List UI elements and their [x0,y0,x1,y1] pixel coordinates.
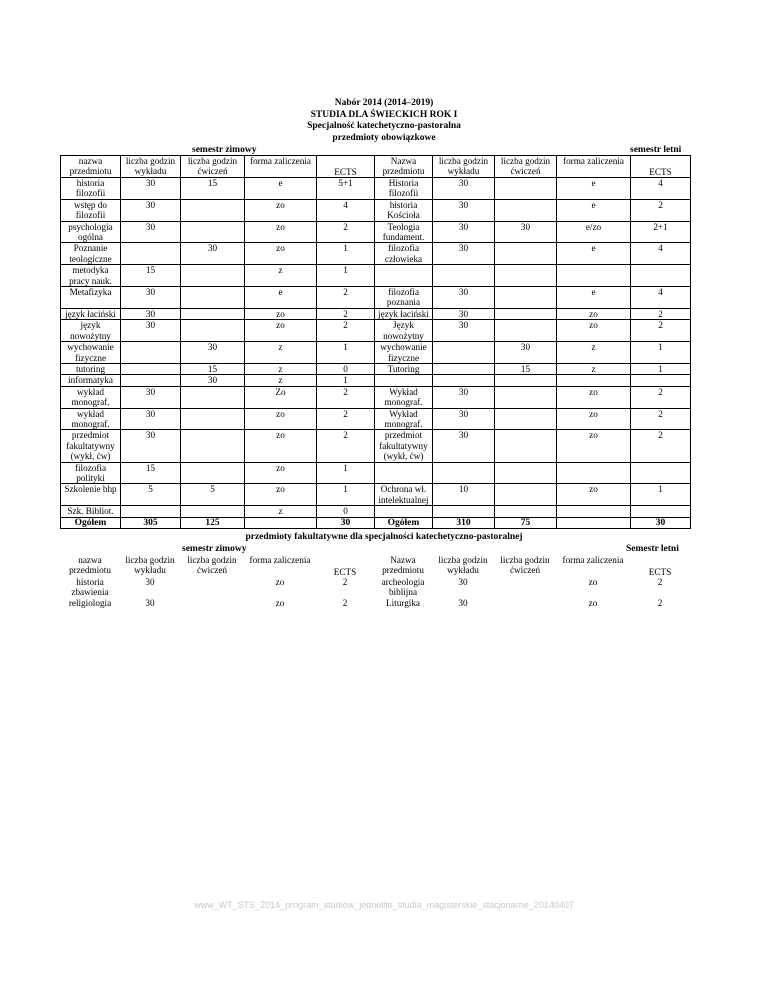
totals-ects-winter: 30 [317,517,375,528]
header-form-summer: forma zaliczenia [557,156,631,178]
table-cell [495,430,557,462]
table-cell: historia zbawienia [71,577,109,598]
table-cell [495,506,557,517]
table-cell [181,430,245,462]
table-cell: 2 [317,430,375,462]
table-cell: 1 [317,265,375,287]
opt-header-exercises-summer: liczba godzin ćwiczeń [500,555,550,576]
table-cell: 2 [631,320,691,342]
table-cell: e [245,178,317,200]
table-cell [433,342,495,364]
table-cell: 1 [317,342,375,364]
table-row [61,320,691,342]
table-cell: 15 [495,363,557,374]
table-cell: Wykład monograf. [375,408,433,430]
table-cell: 2 [342,577,348,587]
table-cell [433,375,495,386]
table-cell: 4 [317,199,375,221]
table-cell: 30 [121,199,181,221]
table-cell: filozofia polityki [61,462,121,484]
table-cell [375,506,433,517]
table-cell: Liturgika [385,597,421,608]
table-cell: zo [245,430,317,462]
table-cell: historia Kościoła [375,199,433,221]
table-row [61,199,691,221]
table-cell: e [557,199,631,221]
table-cell: informatyka [61,375,121,386]
table-cell: 1 [317,375,375,386]
table-cell: filozofia poznania [375,287,433,309]
table-cell [631,462,691,484]
table-cell: 2 [317,308,375,319]
table-cell: 30 [433,386,495,408]
table-cell: 15 [181,178,245,200]
table-row [61,243,691,265]
table-cell [495,199,557,221]
table-cell: 30 [121,287,181,309]
header-ects-winter: ECTS [317,156,375,178]
table-cell: zo [557,386,631,408]
table-cell: 30 [145,597,155,608]
table-cell: 5+1 [317,178,375,200]
header-name-summer: Nazwa przedmiotu [375,156,433,178]
recruitment-title: Nabór 2014 (2014–2019) [334,98,434,108]
totals-row [61,517,691,528]
table-cell: 1 [317,462,375,484]
table-row [61,287,691,309]
table-cell [181,265,245,287]
table-cell [181,308,245,319]
header-exercises-summer: liczba godzin ćwiczeń [495,156,557,178]
table-cell: e [557,287,631,309]
table-cell [495,178,557,200]
table-cell [495,243,557,265]
table-cell: 5 [121,484,181,506]
optional-subjects-table [60,555,690,608]
table-cell: 0 [317,363,375,374]
table-cell: Ochrona wł. intelektualnej [375,484,433,506]
table-cell: z [245,363,317,374]
table-cell: zo [245,484,317,506]
optional-winter-label: semestr zimowy [182,544,247,554]
table-cell: z [245,342,317,364]
opt-header-exercises-winter: liczba godzin ćwiczeń [187,555,237,576]
totals-ects-summer: 30 [631,517,691,528]
table-cell: 30 [495,221,557,243]
table-row [61,430,691,462]
opt-header-lectures-winter: liczba godzin wykładu [125,555,175,576]
table-cell: zo [275,597,285,608]
opt-header-name-summer: Nazwa przedmiotu [382,555,424,576]
table-cell: z [557,342,631,364]
table-cell: z [245,375,317,386]
table-cell: zo [245,243,317,265]
totals-exercises-winter: 125 [181,517,245,528]
winter-semester-label: semestr zimowy [192,145,257,155]
table-cell: e [557,243,631,265]
table-cell [433,506,495,517]
table-cell: metodyka pracy nauk. [61,265,121,287]
table-cell: 1 [631,342,691,364]
table-cell [121,506,181,517]
totals-exercises-summer: 75 [495,517,557,528]
table-cell: 4 [631,243,691,265]
table-cell: 30 [121,386,181,408]
table-cell [375,375,433,386]
study-title: STUDIA DLA ŚWIECKICH ROK I [310,109,458,120]
header-ects-summer: ECTS [631,156,691,178]
table-cell: zo [245,221,317,243]
table-cell: 5 [181,484,245,506]
table-cell: język nowożytny [61,320,121,342]
table-cell: 30 [458,577,468,587]
opt-header-name-winter: nazwa przedmiotu [69,555,111,576]
table-cell: 30 [121,221,181,243]
table-cell: tutoring [61,363,121,374]
table-cell: e/zo [557,221,631,243]
table-cell: 2 [657,577,663,587]
table-cell: przedmiot fakultatywny (wykł, ćw) [61,430,121,462]
table-cell: przedmiot fakultatywny (wykł, ćw) [375,430,433,462]
table-cell: zo [588,597,598,608]
table-cell [495,320,557,342]
table-cell: 1 [317,243,375,265]
table-cell: 4 [631,178,691,200]
opt-header-form-winter: forma zaliczenia [249,555,311,565]
table-cell [121,243,181,265]
table-cell: 2 [631,308,691,319]
table-cell: 30 [433,308,495,319]
header-name-winter: nazwa przedmiotu [61,156,121,178]
table-cell [180,598,244,608]
table-cell [631,265,691,287]
table-cell: 30 [433,320,495,342]
table-cell: 2 [631,199,691,221]
table-cell: wychowanie fizyczne [375,342,433,364]
table-cell: z [557,363,631,374]
table-cell [181,386,245,408]
table-cell [375,265,433,287]
table-cell [375,462,433,484]
table-cell: 15 [121,265,181,287]
table-cell: zo [588,577,598,587]
table-cell: 30 [181,375,245,386]
table-cell [121,375,181,386]
summer-semester-label: semestr letni [630,145,682,155]
table-cell: 30 [145,577,155,587]
table-cell [121,363,181,374]
table-cell: 15 [121,462,181,484]
table-cell [433,363,495,374]
table-cell: 30 [433,243,495,265]
table-cell: wstęp do filozofii [61,199,121,221]
table-cell: 30 [433,221,495,243]
table-cell: e [557,178,631,200]
table-cell: zo [245,320,317,342]
totals-form-summer [557,517,631,528]
table-cell: zo [557,320,631,342]
table-cell: zo [557,484,631,506]
totals-lectures-summer: 310 [433,517,495,528]
table-cell [181,320,245,342]
table-cell: 2 [657,597,663,608]
obligatory-subjects-title: przedmioty obowiązkowe [332,132,436,143]
optional-row [60,598,690,608]
table-cell [494,577,556,598]
footer-filename: www_WT_STS_2014_program_studiow_jednolite_studia_magisterskie_stacjonarne_20140407 [194,900,574,910]
table-row [61,506,691,517]
table-cell: 30 [495,342,557,364]
table-row [61,265,691,287]
totals-form-winter [245,517,317,528]
table-cell: Szkolenie bhp [61,484,121,506]
table-cell: język łaciński [61,308,121,319]
table-cell: 30 [181,342,245,364]
table-cell: 15 [181,363,245,374]
table-cell: 30 [433,408,495,430]
table-cell: zo [557,430,631,462]
header-row [61,156,691,178]
header-exercises-winter: liczba godzin ćwiczeń [181,156,245,178]
table-cell [495,408,557,430]
table-cell: religiologia [68,597,112,608]
opt-header-lectures-summer: liczba godzin wykładu [438,555,488,576]
table-row [61,363,691,374]
table-cell: 30 [433,199,495,221]
table-cell [181,221,245,243]
table-cell: 30 [121,178,181,200]
table-cell [631,375,691,386]
table-cell [557,506,631,517]
table-cell: 2 [317,287,375,309]
opt-header-form-summer: forma zaliczenia [562,555,624,565]
table-cell [495,287,557,309]
table-cell: psychologia ogólna [61,221,121,243]
table-cell: filozofia człowieka [375,243,433,265]
table-cell [494,598,556,608]
table-cell [121,342,181,364]
table-row [61,386,691,408]
table-cell: 1 [631,484,691,506]
opt-header-ects-winter: ECTS [333,566,357,577]
optional-summer-label: Semestr letni [626,544,679,554]
table-cell: 2 [317,408,375,430]
table-cell: 30 [181,243,245,265]
table-cell [433,462,495,484]
table-cell [181,287,245,309]
optional-row [60,577,690,598]
table-cell: Historia filozofii [375,178,433,200]
table-cell [495,308,557,319]
table-cell: zo [557,308,631,319]
table-cell: historia filozofii [61,178,121,200]
table-cell: 30 [121,430,181,462]
table-cell: z [245,265,317,287]
table-cell: wykład monograf. [61,386,121,408]
header-lectures-summer: liczba godzin wykładu [433,156,495,178]
table-cell [495,484,557,506]
table-cell: 30 [433,430,495,462]
table-row [61,375,691,386]
table-cell: Metafizyka [61,287,121,309]
table-cell [181,506,245,517]
totals-lectures-winter: 305 [121,517,181,528]
table-cell: e [245,287,317,309]
table-cell: Szk. Bibliot. [61,506,121,517]
table-cell: wykład monograf. [61,408,121,430]
table-cell: 30 [433,287,495,309]
table-cell: 2 [631,386,691,408]
table-cell: 2 [317,221,375,243]
table-row [61,462,691,484]
table-cell: Poznanie teologiczne [61,243,121,265]
table-cell [557,375,631,386]
table-cell: 2 [342,597,348,608]
totals-label-winter: Ogółem [61,517,121,528]
table-cell: Zo [245,386,317,408]
header-form-winter: forma zaliczenia [245,156,317,178]
table-cell: archeologia biblijna [381,577,425,598]
table-cell: zo [245,408,317,430]
table-cell: 1 [317,484,375,506]
table-cell: 2 [317,320,375,342]
table-cell [495,375,557,386]
table-cell: Tutoring [375,363,433,374]
table-row [61,178,691,200]
table-cell: Wykład monograf. [375,386,433,408]
table-cell [557,462,631,484]
table-cell [495,386,557,408]
table-cell: 2 [631,408,691,430]
table-cell [181,408,245,430]
table-cell: wychowanie fizyczne [61,342,121,364]
table-cell: 30 [121,320,181,342]
table-cell: 30 [458,597,468,608]
table-cell: 2+1 [631,221,691,243]
table-cell [433,265,495,287]
table-cell: 2 [631,430,691,462]
table-row [61,342,691,364]
table-cell: zo [557,408,631,430]
opt-header-ects-summer: ECTS [648,566,672,577]
table-cell: z [245,506,317,517]
table-cell: 30 [121,308,181,319]
table-cell: Teologia fundament. [375,221,433,243]
table-cell: Język nowożytny [375,320,433,342]
table-cell [181,462,245,484]
table-cell [180,577,244,598]
optional-subjects-title: przedmioty fakultatywne dla specjalności katechetyczno-pastoralnej [245,532,523,542]
optional-header-row [60,555,690,577]
table-cell: zo [275,577,285,587]
table-cell: 30 [121,408,181,430]
table-cell: język łaciński [375,308,433,319]
table-cell: 2 [317,386,375,408]
table-cell: 4 [631,287,691,309]
table-cell: zo [245,199,317,221]
table-cell: 0 [317,506,375,517]
table-cell [557,265,631,287]
table-row [61,308,691,319]
table-cell: 1 [631,363,691,374]
table-row [61,221,691,243]
table-cell [631,506,691,517]
table-cell [181,199,245,221]
table-cell: 30 [433,178,495,200]
obligatory-subjects-table [60,155,691,529]
table-cell [495,265,557,287]
totals-label-summer: Ogółem [375,517,433,528]
table-cell [495,462,557,484]
table-cell: zo [245,308,317,319]
document-title-block [0,98,768,144]
table-cell: zo [245,462,317,484]
specialization-title: Specjalność katechetyczno-pastoralna [307,121,461,132]
header-lectures-winter: liczba godzin wykładu [121,156,181,178]
table-cell: 10 [433,484,495,506]
table-row [61,484,691,506]
table-row [61,408,691,430]
